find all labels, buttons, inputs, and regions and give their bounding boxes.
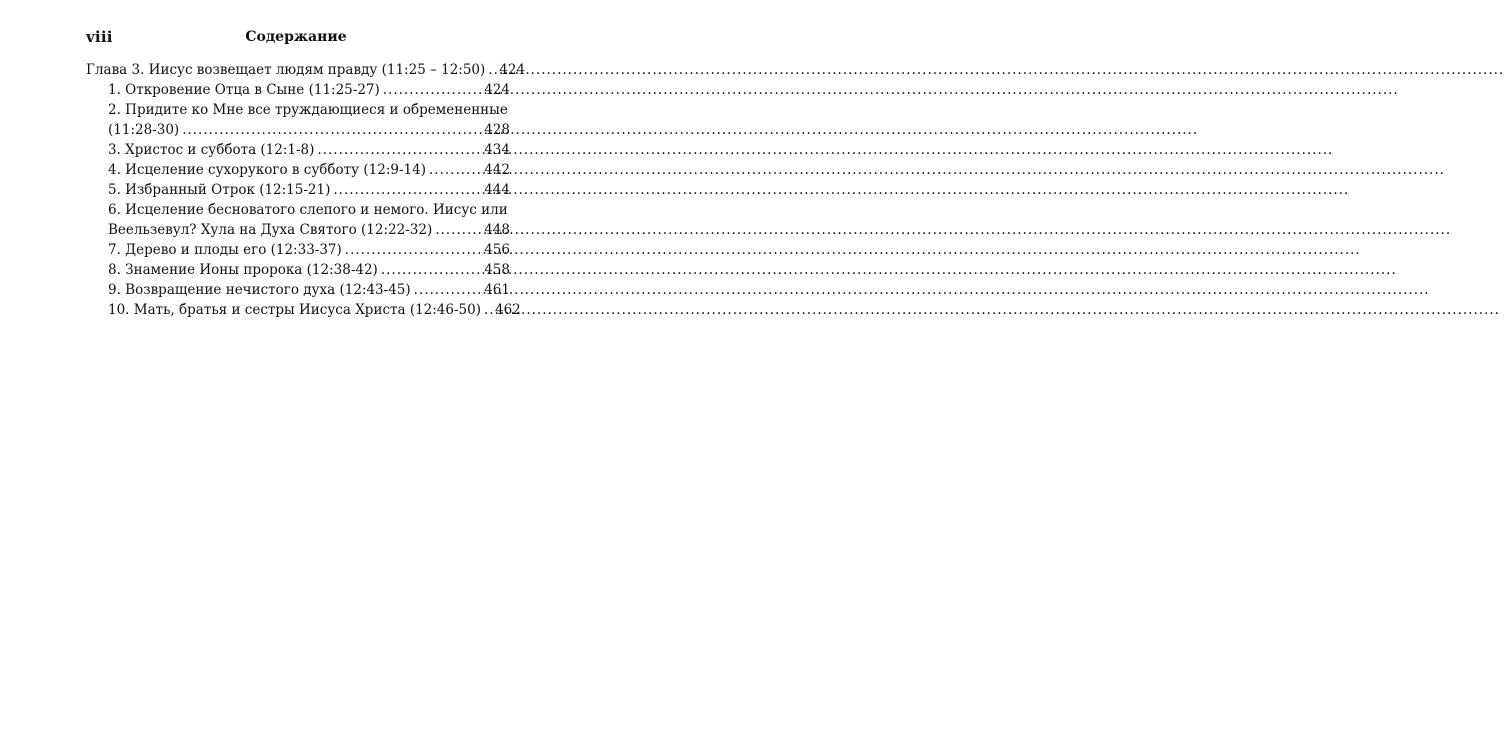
toc-item-4[interactable] (86, 160, 510, 180)
toc-page-number: 428 (484, 122, 510, 138)
toc-row (108, 160, 510, 180)
dot-leader (317, 140, 481, 160)
toc-item-1[interactable] (86, 80, 510, 100)
toc-item-title-line1: 6. Исцеление бесноватого слепого и немого. Иисус или (108, 202, 508, 218)
toc-page-number: 462 (495, 302, 521, 318)
toc-item-5[interactable] (86, 180, 510, 200)
toc-row (108, 120, 510, 140)
toc-row (108, 280, 510, 300)
toc-item-title: 4. Исцеление сухорукого в субботу (12:9-14) (108, 162, 426, 178)
toc-row (108, 260, 510, 280)
toc-page-number: 444 (484, 182, 510, 198)
dot-leader (381, 260, 481, 280)
toc-row (86, 60, 526, 80)
dot-leader (484, 300, 492, 320)
toc-page-number: 442 (484, 162, 510, 178)
section-title: Содержание (245, 29, 347, 45)
toc-row (108, 80, 510, 100)
running-head (86, 28, 506, 48)
dot-leader (488, 60, 496, 80)
toc-item-title: 9. Возвращение нечистого духа (12:43-45) (108, 282, 411, 298)
toc-row (108, 300, 521, 320)
page-number: viii (86, 28, 113, 46)
dot-leader (414, 280, 482, 300)
toc-row (108, 220, 510, 240)
toc-item-10[interactable] (86, 300, 521, 320)
toc-item-title: (11:28-30) (108, 122, 180, 138)
toc-row (108, 240, 510, 260)
toc-row (108, 180, 510, 200)
toc-item-title: 10. Мать, братья и сестры Иисуса Христа (12:46-50) (108, 302, 481, 318)
toc-row (108, 140, 510, 160)
toc-page-number: 424 (484, 82, 510, 98)
toc-page-number: 448 (484, 222, 510, 238)
table-of-contents (86, 60, 526, 320)
toc-item-6[interactable] (86, 200, 510, 240)
toc-item-3[interactable] (86, 140, 510, 160)
toc-item-8[interactable] (86, 260, 510, 280)
toc-item-title: 3. Христос и суббота (12:1-8) (108, 142, 315, 158)
dot-leader (345, 240, 481, 260)
toc-item-title-line1: 2. Придите ко Мне все труждающиеся и обремененные (108, 102, 508, 118)
toc-page-number: 461 (484, 282, 510, 298)
toc-chapter-title: Глава 3. Иисус возвещает людям правду (11:25 – 12:50) (86, 62, 486, 78)
toc-item-title: 7. Дерево и плоды его (12:33-37) (108, 242, 342, 258)
toc-page-number: 424 (499, 62, 526, 78)
toc-item-7[interactable] (86, 240, 510, 260)
toc-item-title: Веельзевул? Хула на Духа Святого (12:22-32) (108, 222, 433, 238)
toc-chapter-entry[interactable] (86, 60, 526, 80)
dot-leader (182, 120, 481, 140)
dot-leader (429, 160, 481, 180)
toc-page-number: 434 (484, 142, 510, 158)
toc-item-title: 5. Избранный Отрок (12:15-21) (108, 182, 331, 198)
dot-leader (383, 80, 481, 100)
toc-item-9[interactable] (86, 280, 510, 300)
toc-item-title: 1. Откровение Отца в Сыне (11:25-27) (108, 82, 380, 98)
toc-item-title: 8. Знамение Ионы пророка (12:38-42) (108, 262, 378, 278)
toc-page-number: 458 (484, 262, 510, 278)
dot-leader (333, 180, 481, 200)
dot-leader (435, 220, 481, 240)
book-page (0, 0, 600, 750)
toc-item-2[interactable] (86, 100, 510, 140)
toc-page-number: 456 (484, 242, 510, 258)
